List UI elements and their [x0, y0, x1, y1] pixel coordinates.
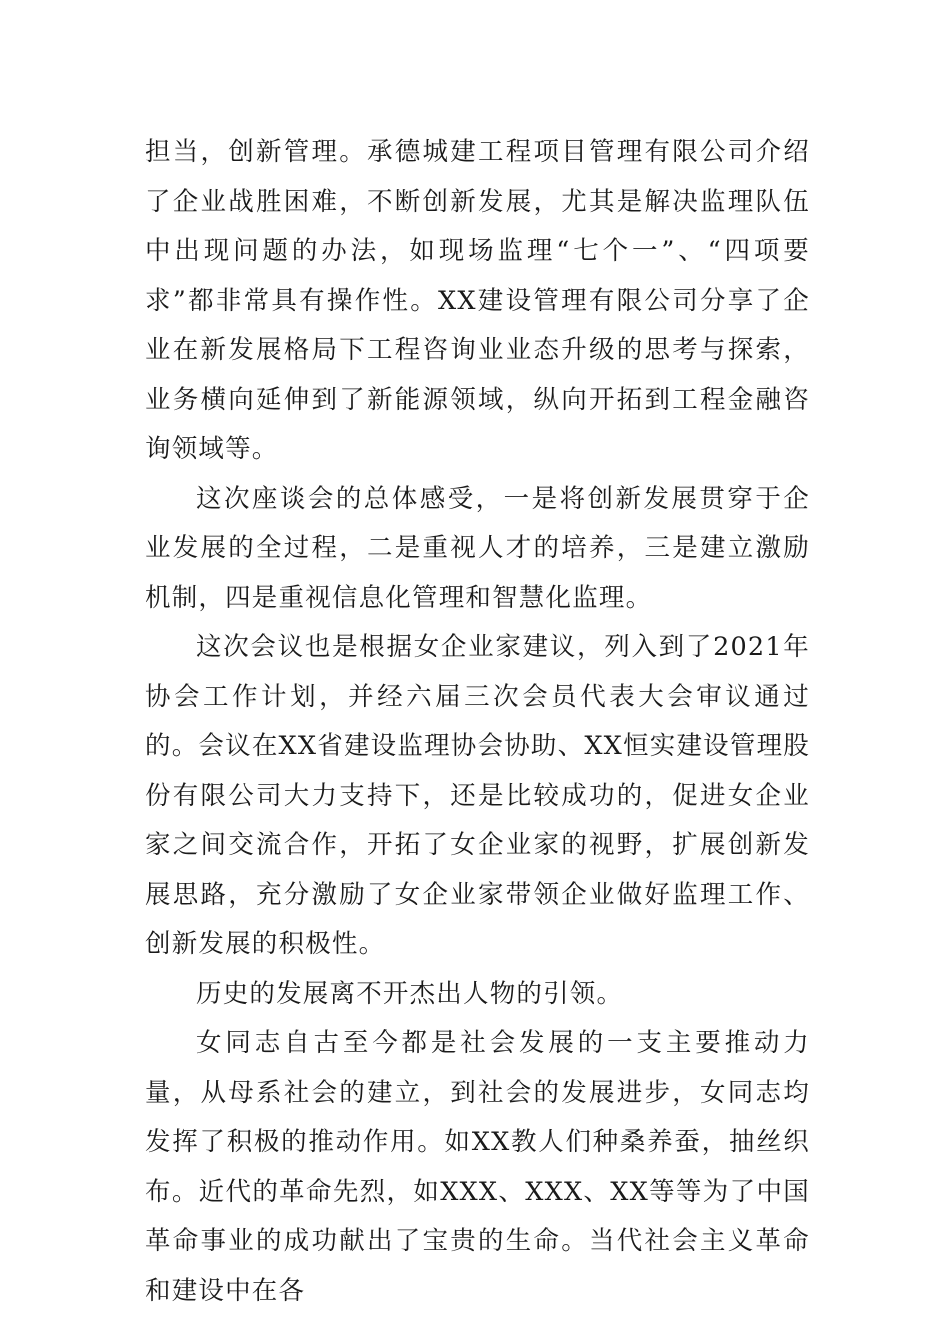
paragraph-1: 担当，创新管理。承德城建工程项目管理有限公司介绍了企业战胜困难，不断创新发展，尤其是解决监理队伍中出现问题的办法，如现场监理“七个一”、“四项要求”都非常具有操作性。XX建设管理有限公司分享了企业在新发展格局下工程咨询业业态升级的思考与探索，业务横向延伸到了新能源领域，纵向开拓到工程金融咨询领域等。 [145, 137, 810, 464]
paragraph-5: 女同志自古至今都是社会发展的一支主要推动力量，从母系社会的建立，到社会的发展进步，女同志均发挥了积极的推动作用。如XX教人们种桑养蚕，抽丝织布。近代的革命先烈，如XXX、XXX、XX等等为了中国革命事业的成功献出了宝贵的生命。当代社会主义革命和建设中在各 [145, 1028, 810, 1306]
paragraph-4: 历史的发展离不开杰出人物的引领。 [196, 978, 624, 1009]
paragraph-3: 这次会议也是根据女企业家建议，列入到了2021年协会工作计划，并经六届三次会员代表大会审议通过的。会议在XX省建设监理协会协助、XX恒实建设管理股份有限公司大力支持下，还是比较成功的，促进女企业家之间交流合作，开拓了女企业家的视野，扩展创新发展思路，充分激励了女企业家带领企业做好监理工作、创新发展的积极性。 [145, 632, 810, 959]
document-body [145, 128, 810, 1316]
paragraph-2: 这次座谈会的总体感受，一是将创新发展贯穿于企业发展的全过程，二是重视人才的培养，三是建立激励机制，四是重视信息化管理和智慧化监理。 [145, 483, 810, 613]
